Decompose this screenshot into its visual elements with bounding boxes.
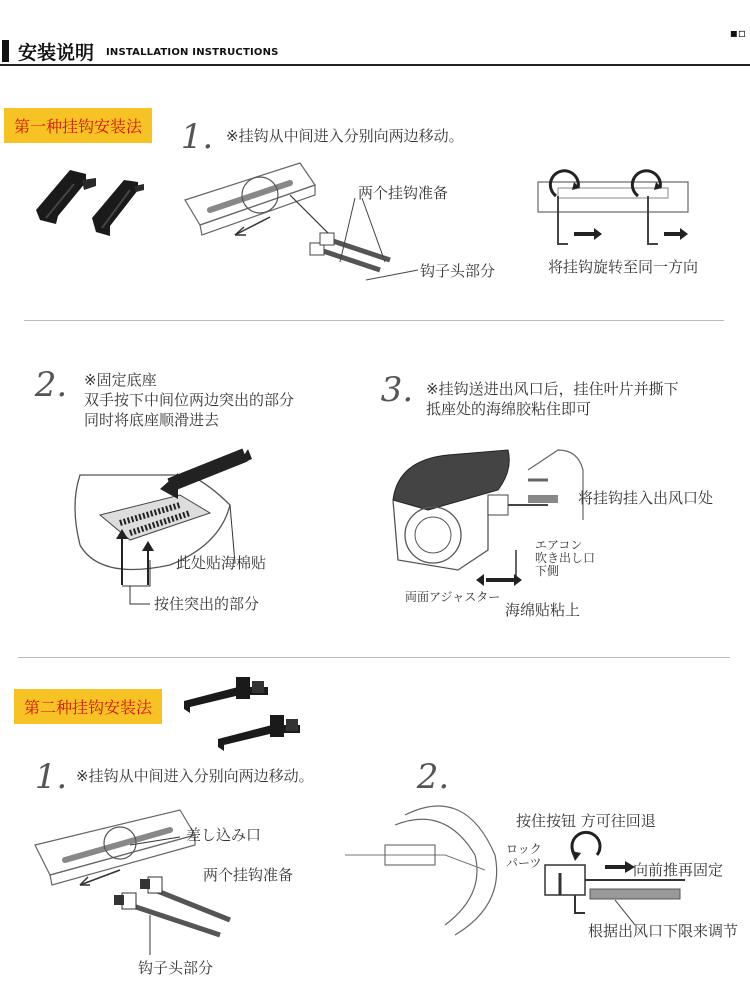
m1-step2-callout-press: 按住突出的部分 [154,595,260,613]
corner-mark-icon: ▪▫ [729,26,746,40]
header-divider [0,64,750,66]
m1-step1-callout-head: 钩子头部分 [420,262,496,280]
m1-step3-jp-aircon-3: 下側 [535,564,560,578]
method1-label: 第一种挂钩安装法 [4,108,152,143]
page-subtitle: INSTALLATION INSTRUCTIONS [106,47,279,58]
m1-rotate-diagram [538,176,698,256]
m1-step3-callout-sponge: 海绵贴粘上 [505,601,581,619]
m2-step2-callout-adjust: 根据出风口下限来调节 [588,922,739,940]
black-hook-image [178,673,308,758]
m2-step1-jp-insert: 差し込み口 [186,826,262,844]
m2-step2-number: 2. [412,756,454,798]
m2-step1-number: 1. [30,756,72,798]
header-accent-bar [2,40,9,62]
m1-step1-text: ※挂钩从中间进入分别向两边移动。 [226,127,464,145]
m1-step1-callout-rotate: 将挂钩旋转至同一方向 [548,258,699,276]
black-clip-image [26,160,146,240]
m1-step2-line2: 双手按下中间位两边突出的部分 [84,391,295,409]
m2-step2-callout-press: 按住按钮 方可往回退 [516,812,656,830]
m1-step3-jp-aircon-2: 吹き出し口 [535,551,596,565]
m1-step2-line3: 同时将底座顺滑进去 [84,411,220,429]
m1-step2-number: 2. [30,364,72,406]
divider-1 [24,320,724,321]
m1-step1-vent-diagram [180,155,420,295]
m2-step2-jp-lock-1: ロック [506,842,542,856]
m1-step3-callout-hang: 将挂钩挂入出风口处 [578,489,714,507]
m1-step2-callout-lines [0,0,1,1]
m1-step3-number: 3. [376,369,418,411]
m1-step3-line1: ※挂钩送进出风口后，挂住叶片并撕下 [426,380,679,398]
m1-step3-line2: 抵座处的海绵胶粘住即可 [426,400,592,418]
m2-step1-callout-hooks: 两个挂钩准备 [203,866,294,884]
m1-step3-jp-adjuster: 両面アジャスター [405,590,501,604]
m1-step2-line1: ※固定底座 [84,371,157,389]
m1-step1-callout-hooks: 两个挂钩准备 [358,184,449,202]
m1-step1-number: 1. [176,116,218,158]
m1-step2-callout-sponge: 此处贴海棉贴 [176,554,267,572]
m1-step3-jp-aircon-1: エアコン [535,538,583,552]
m2-step1-callout-head: 钩子头部分 [138,959,214,977]
m2-step2-jp-lock-2: パーツ [506,856,542,870]
page-title: 安装说明 [18,42,95,64]
method2-label: 第二种挂钩安装法 [14,689,162,724]
m2-step1-text: ※挂钩从中间进入分别向两边移动。 [76,767,314,785]
divider-2 [18,657,730,658]
m2-step2-callout-push: 向前推再固定 [633,861,724,879]
